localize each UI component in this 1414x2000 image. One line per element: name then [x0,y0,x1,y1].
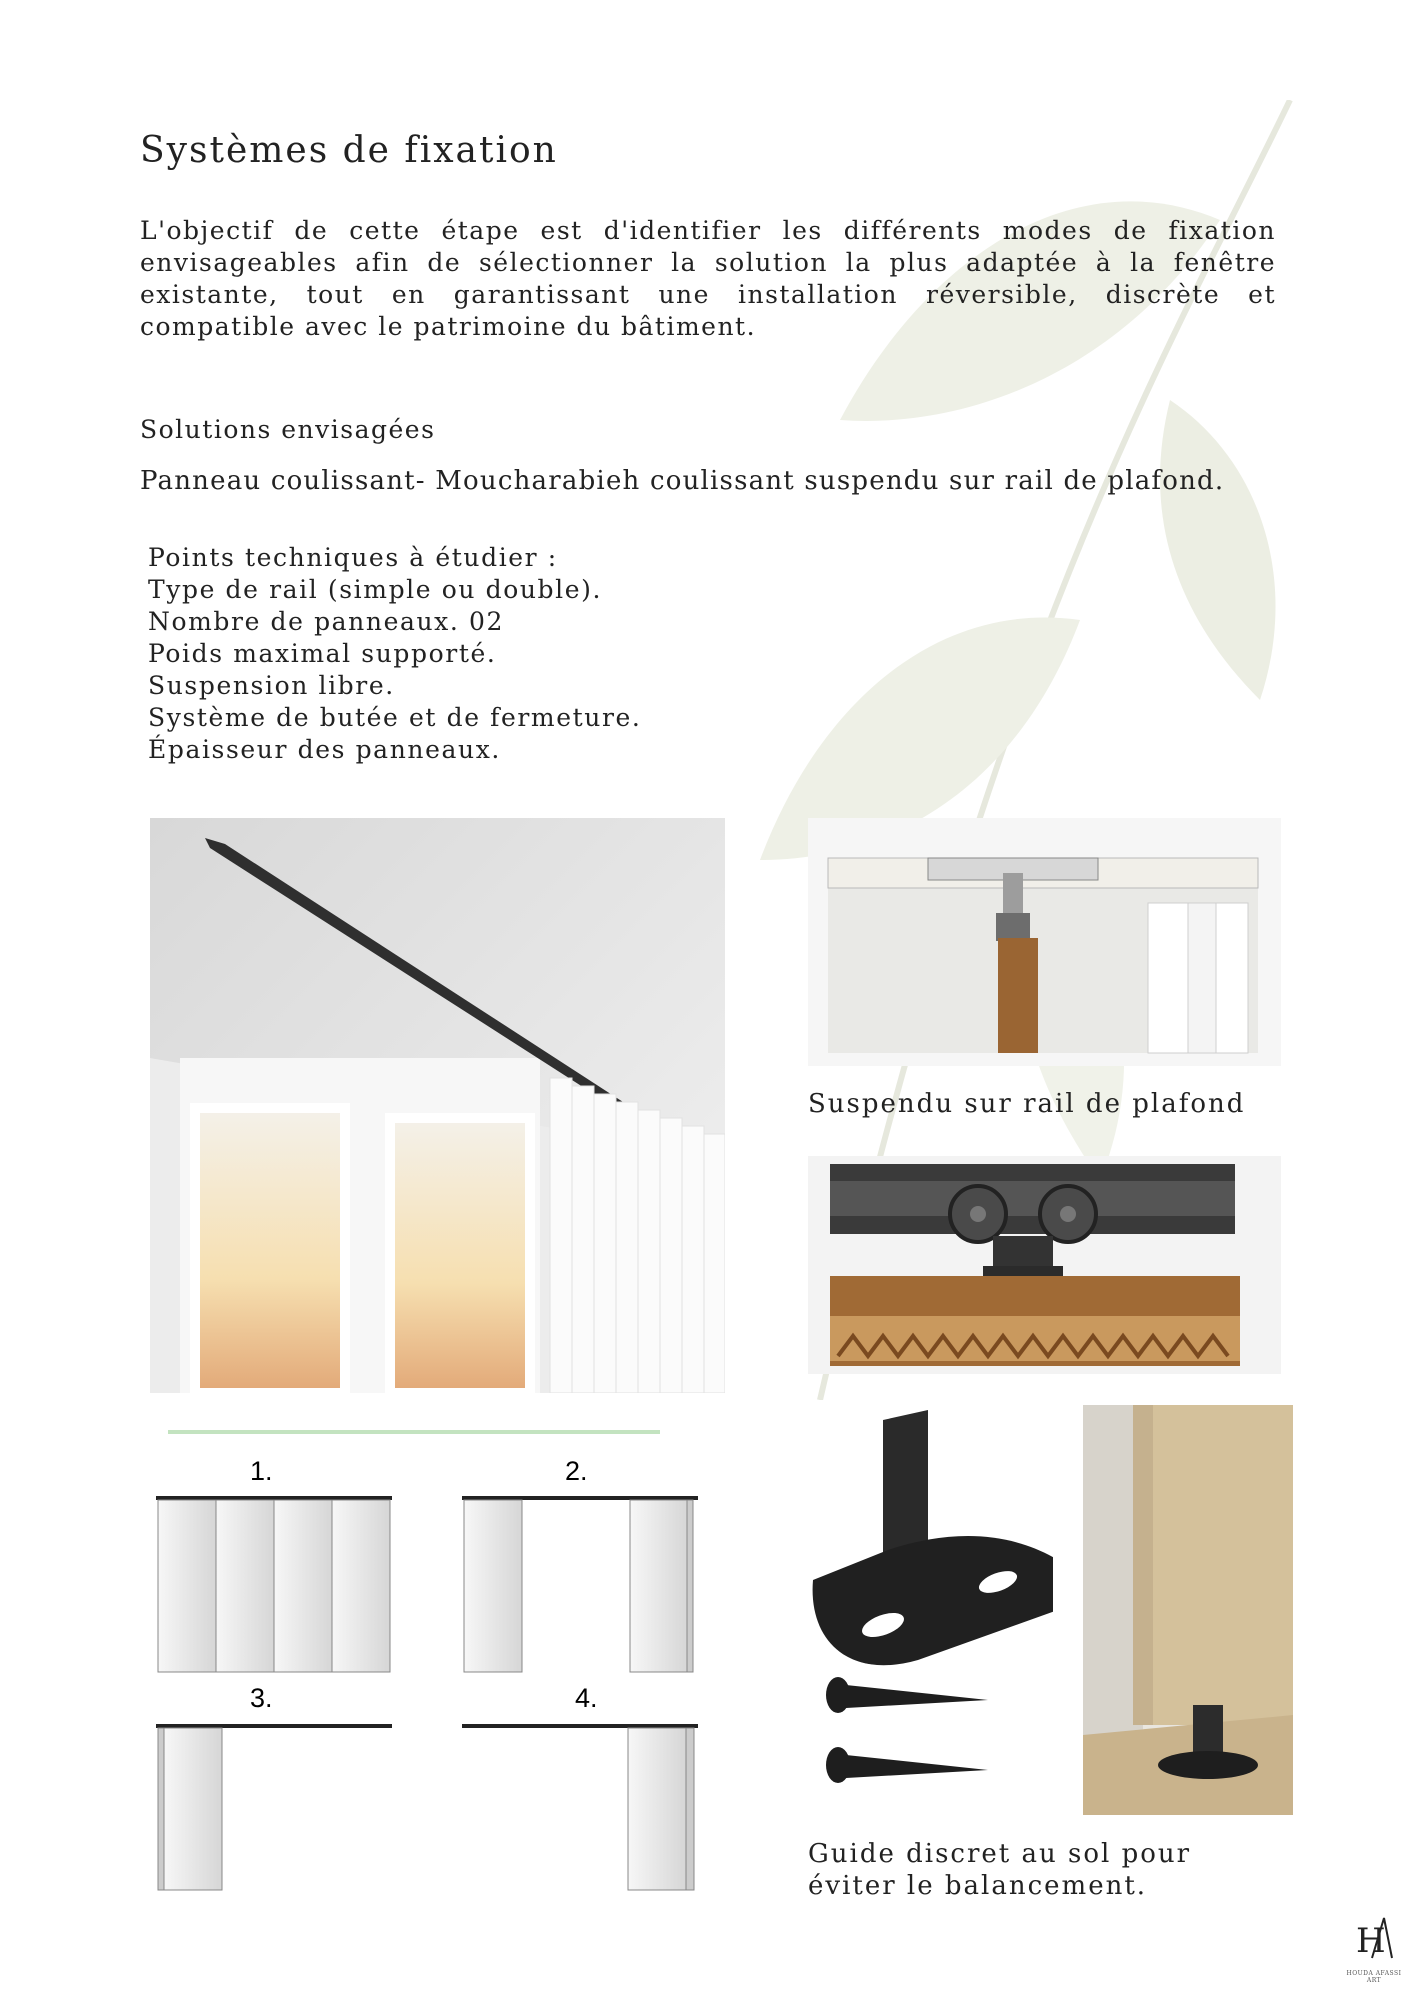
config-2 [462,1498,698,1672]
intro-paragraph: L'objectif de cette étape est d'identifier les différents modes de fixation envisageables afin de sélectionner la solution la plus adaptée à la fenêtre existante, tout en garantissant une installation réversible, discrète et compatible avec le patrimoine du bâtiment. [140,216,1276,341]
svg-text:H: H [1356,1921,1386,1961]
roller-rail-photo [808,1156,1281,1374]
diagram-label-4: 4. [575,1683,598,1713]
list-item: Poids maximal supporté. [148,639,497,668]
panel-configuration-diagram [150,1430,715,1900]
caption-guide: Guide discret au sol pour éviter le balancement. [808,1839,1192,1901]
brand-logo [1344,1912,1404,1992]
list-item: Système de butée et de fermeture. [148,703,642,732]
floor-guide-product-photo [808,1410,1053,1810]
config-1 [156,1498,392,1672]
diagram-label-3: 3. [250,1683,273,1713]
technical-points-list [148,542,641,766]
diagram-label-1: 1. [250,1456,273,1486]
list-item: Nombre de panneaux. 02 [148,607,504,636]
ceiling-rail-photo [150,818,725,1393]
logo-name: HOUDA AFASSI ART [1346,1970,1402,1984]
list-item: Points techniques à étudier : [148,543,558,572]
list-item: Suspension libre. [148,671,395,700]
config-4 [462,1726,698,1890]
diagram-label-2: 2. [565,1456,588,1486]
solutions-heading: Solutions envisagées [140,415,436,444]
door-guide-installed-photo [1083,1405,1293,1815]
solution-description: Panneau coulissant- Moucharabieh coulissant suspendu sur rail de plafond. [140,466,1225,496]
rail-section-photo [808,818,1281,1066]
list-item: Type de rail (simple ou double). [148,575,603,604]
logo-monogram [1352,1912,1396,1964]
list-item: Épaisseur des panneaux. [148,735,501,764]
caption-rail: Suspendu sur rail de plafond [808,1089,1246,1119]
page-title: Systèmes de fixation [140,130,558,171]
config-3 [156,1726,392,1890]
